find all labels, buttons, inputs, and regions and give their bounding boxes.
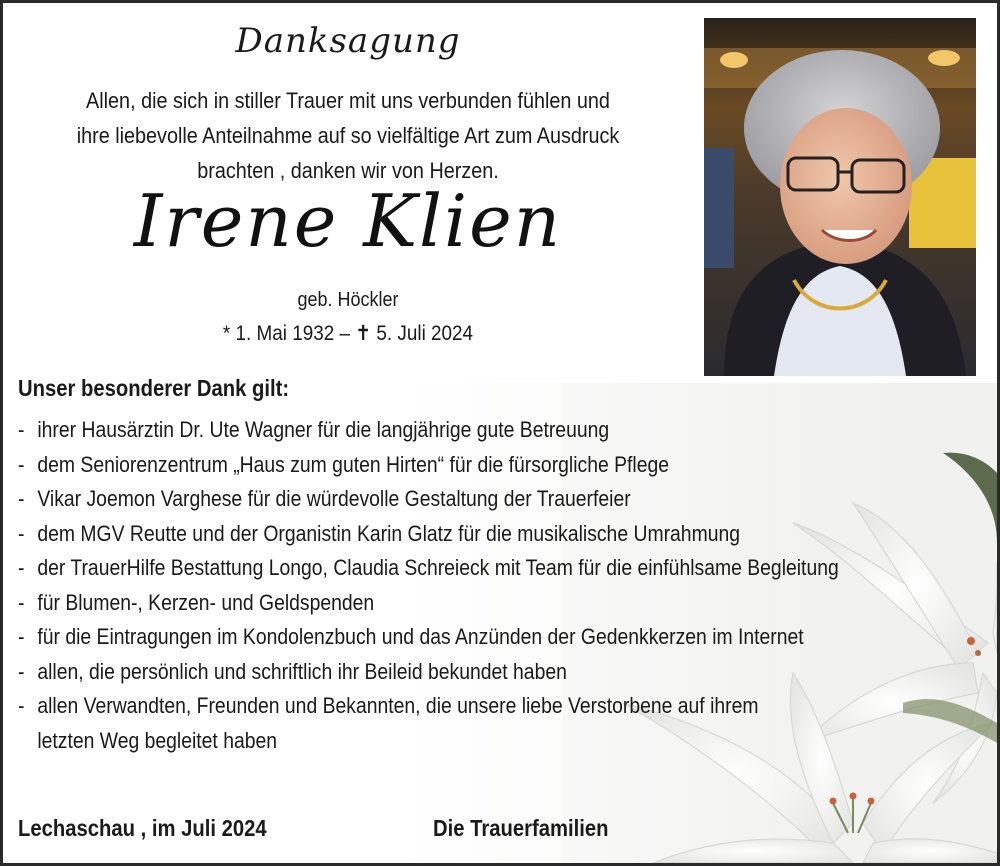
bullet-dash: - — [18, 589, 25, 615]
list-item — [18, 655, 839, 690]
bullet-dash: - — [18, 624, 25, 649]
intro-text — [56, 83, 641, 188]
list-item-text: dem MGV Reutte und der Organistin Karin Glatz für die musikalische Umrahmung — [37, 520, 740, 546]
list-item — [18, 620, 839, 655]
bullet-dash: - — [18, 417, 25, 442]
list-item — [18, 551, 839, 586]
intro-line: ihre liebevolle Anteilnahme auf so vielfältige Art zum Ausdruck — [76, 123, 620, 148]
list-item — [18, 482, 839, 517]
life-dates: * 1. Mai 1932 – ✝ 5. Juli 2024 — [222, 322, 474, 345]
list-item-continuation — [18, 724, 839, 759]
list-item — [18, 586, 839, 621]
list-item-text: allen Verwandten, Freunden und Bekannten, die unsere liebe Verstorbene auf ihrem — [37, 693, 759, 718]
bullet-dash: - — [18, 658, 25, 684]
heading-danksagung: Danksagung — [235, 21, 461, 61]
list-item-text: für die Eintragungen im Kondolenzbuch und das Anzünden der Gedenkkerzen im Internet — [37, 624, 804, 649]
intro-line: brachten , danken wir von Herzen. — [197, 158, 499, 183]
list-item — [18, 517, 839, 552]
thanks-list — [18, 413, 839, 758]
list-item — [18, 689, 839, 724]
bullet-dash: - — [18, 555, 25, 580]
place-and-date: Lechaschau , im Juli 2024 — [18, 815, 267, 841]
thanks-title: Unser besonderer Dank gilt: — [18, 375, 290, 401]
bullet-dash: - — [18, 520, 25, 546]
bullet-dash: - — [18, 693, 25, 718]
list-item-text: ihrer Hausärztin Dr. Ute Wagner für die langjährige gute Betreuung — [37, 417, 610, 442]
list-item-text: dem Seniorenzentrum „Haus zum guten Hirten“ für die fürsorgliche Pflege — [37, 451, 670, 477]
portrait-photo-icon — [704, 18, 976, 376]
birth-name: geb. Höckler — [297, 289, 399, 311]
list-item-text: letzten Weg begleitet haben — [37, 727, 278, 753]
signature: Die Trauerfamilien — [433, 815, 609, 841]
list-item-text: allen, die persönlich und schriftlich ihr Beileid bekundet haben — [37, 658, 567, 684]
list-item — [18, 448, 839, 483]
bullet-dash: - — [18, 451, 25, 477]
list-item-text: Vikar Joemon Varghese für die würdevolle Gestaltung der Trauerfeier — [37, 486, 631, 511]
list-item — [18, 413, 839, 448]
list-item-text: für Blumen-, Kerzen- und Geldspenden — [37, 589, 375, 615]
bullet-dash: - — [18, 486, 25, 511]
list-item-text: der TrauerHilfe Bestattung Longo, Claudia Schreieck mit Team für die einfühlsame Begleitung — [37, 555, 839, 580]
intro-line: Allen, die sich in stiller Trauer mit uns verbunden fühlen und — [86, 88, 610, 113]
portrait-photo — [704, 18, 976, 376]
deceased-name: Irene Klien — [133, 179, 563, 263]
